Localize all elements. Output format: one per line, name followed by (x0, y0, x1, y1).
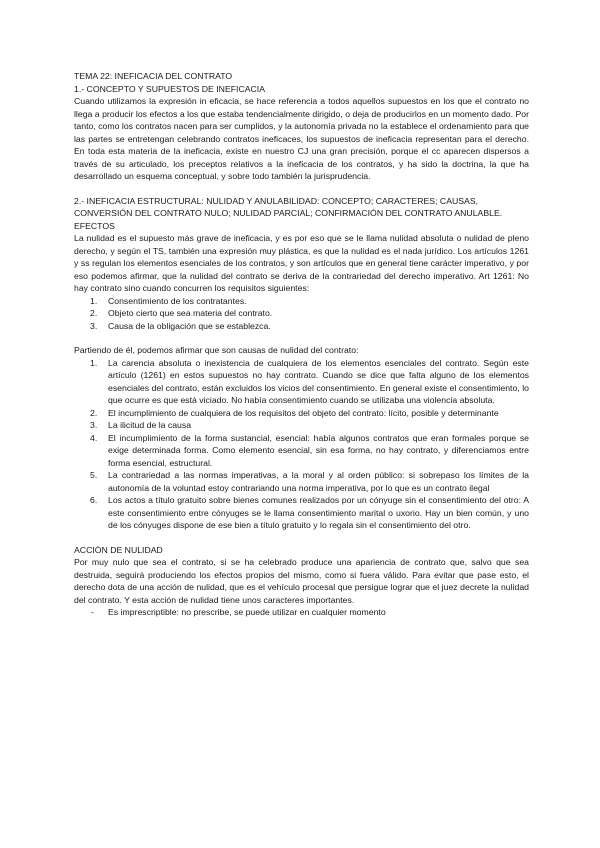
list-text: Es imprescriptible: no prescribe, se puede utilizar en cualquier momento (108, 607, 386, 617)
list-item (74, 357, 529, 407)
causas-list (74, 357, 529, 532)
list-item (74, 307, 529, 320)
list-item (74, 419, 529, 432)
section-2-paragraph: La nulidad es el supuesto más grave de ineficacia, y es por eso que se le llama nulidad absoluta o nulidad de pleno derecho, y según el TS, también una expresión muy plástica, es que la nulidad es el nada jurídico. Los artículos 1261 y ss regulan los elementos esenciales de los contratos, y son artículos que en general tiene carácter imperativo, y por eso podemos afirmar, que la nulidad del contrato se deriva de la contrariedad del derecho imperativo. Art 1261: No hay contrato sino cuando concurren los requisitos siguientes: (74, 233, 529, 293)
list-item (74, 469, 529, 494)
list-item (74, 295, 529, 308)
list-number: 5. (90, 470, 98, 480)
list-text: Los actos a título gratuito sobre bienes comunes realizados por un cónyuge sin el consentimiento del otro: A este consentimiento entre cónyuges se le llama consentimiento marital o uxorio. Hay un bien común, y uno de los cónyuges dispone de ese bien a título gratuito y lo regala sin el consentimiento del otro. (108, 495, 529, 530)
list-item (74, 320, 529, 333)
list-number: 3. (90, 420, 98, 430)
list-text: Objeto cierto que sea materia del contrato. (108, 308, 273, 318)
list-number: 1. (90, 295, 98, 306)
spacer (74, 183, 529, 195)
list-number: 2. (90, 308, 98, 318)
spacer (74, 332, 529, 344)
list-item (74, 407, 529, 420)
document-title: TEMA 22: INEFICACIA DEL CONTRATO (74, 71, 233, 81)
section-3-paragraph: Por muy nulo que sea el contrato, si se ha celebrado produce una apariencia de contrato que, salvo que sea destruida, seguirá produciendo los efectos propios del mismo, como si fuera válido. Para evitar que pase esto, el derecho dota de una acción de nulidad, que es el vehículo procesal que persigue lograr que el juez decrete la nulidad del contrato. Y esta acción de nulidad tiene unos caracteres importantes. (74, 557, 529, 605)
list-number: 3. (90, 320, 98, 331)
list-number: 2. (90, 407, 98, 418)
section-1-paragraph: Cuando utilizamos la expresión in eficacia, se hace referencia a todos aquellos supuestos en los que el contrato no llega a producir los efectos a los que estaba tendencialmente dirigido, o deja de producirlos en un momento dado. Por tanto, como los contratos nacen para ser cumplidos, y la autonomía privada no la establece el ordenamiento para que las partes se entretengan celebrando contratos ineficaces, los supuestos de ineficacia representan para el derecho. En toda esta materia de la ineficacia, existe en nuestro CJ una gran precisión, porque el cc aparecen dispersos a través de su articulado, los preceptos relativos a la ineficacia de los contratos, y ha sido la doctrina, la que ha desarrollado un esquema conceptual, y sobre todo también la jurisprudencia. (74, 96, 529, 181)
list-text: El incumplimiento de cualquiera de los requisitos del objeto del contrato: lícito, posible y determinante (108, 407, 499, 418)
list-item (74, 494, 529, 532)
list-item (74, 432, 529, 470)
section-1-heading: 1.- CONCEPTO Y SUPUESTOS DE INEFICACIA (74, 83, 266, 94)
list-text: La carencia absoluta o inexistencia de cualquiera de los elementos esenciales del contrato. Según este artículo (1261) en estos supuestos no hay contrato. Cuando se dice que falta alguno de los elementos esenciales del contrato, están excluidos los vicios del consentimiento. En general existe el consentimiento, lo que ocurre es que está viciado. No había consentimiento cuando se utilizaba una violencia absoluta. (108, 357, 529, 405)
list-bullet: - (91, 607, 94, 617)
section-2-heading: 2.- INEFICACIA ESTRUCTURAL: NULIDAD Y ANULABILIDAD: CONCEPTO; CARACTERES; CAUSAS, CONVERSIÓN DEL CONTRATO NULO; NULIDAD PARCIAL; CONFIRMACIÓN DEL CONTRATO ANULABLE. EFECTOS (74, 195, 503, 231)
list-text: Causa de la obligación que se establezca. (108, 320, 271, 331)
list-number: 4. (90, 432, 98, 443)
list-number: 6. (90, 495, 98, 505)
list-text: La ilicitud de la causa (108, 420, 192, 430)
list-number: 1. (90, 357, 98, 368)
spacer (74, 532, 529, 544)
list-text: Consentimiento de los contratantes. (108, 295, 247, 306)
list-text: El incumplimiento de la forma sustancial, esencial: había algunos contratos que eran formales porque se exige determinada forma. Como elemento esencial, sin esa forma, no hay contrato, y diferenciamos entre forma esencial, estructural. (108, 432, 529, 468)
requisitos-list (74, 295, 529, 333)
caracteres-list (74, 606, 529, 619)
causas-intro: Partiendo de él, podemos afirmar que son causas de nulidad del contrato: (74, 345, 359, 355)
section-3-heading: ACCIÓN DE NULIDAD (74, 544, 163, 555)
document-page (74, 70, 529, 619)
list-item (74, 606, 529, 619)
list-text: La contrariedad a las normas imperativas, a la moral y al orden público: si sobrepaso los límites de la autonomía de la voluntad estoy contrariando una norma imperativa, por lo que es un contrato ilegal (108, 470, 529, 493)
